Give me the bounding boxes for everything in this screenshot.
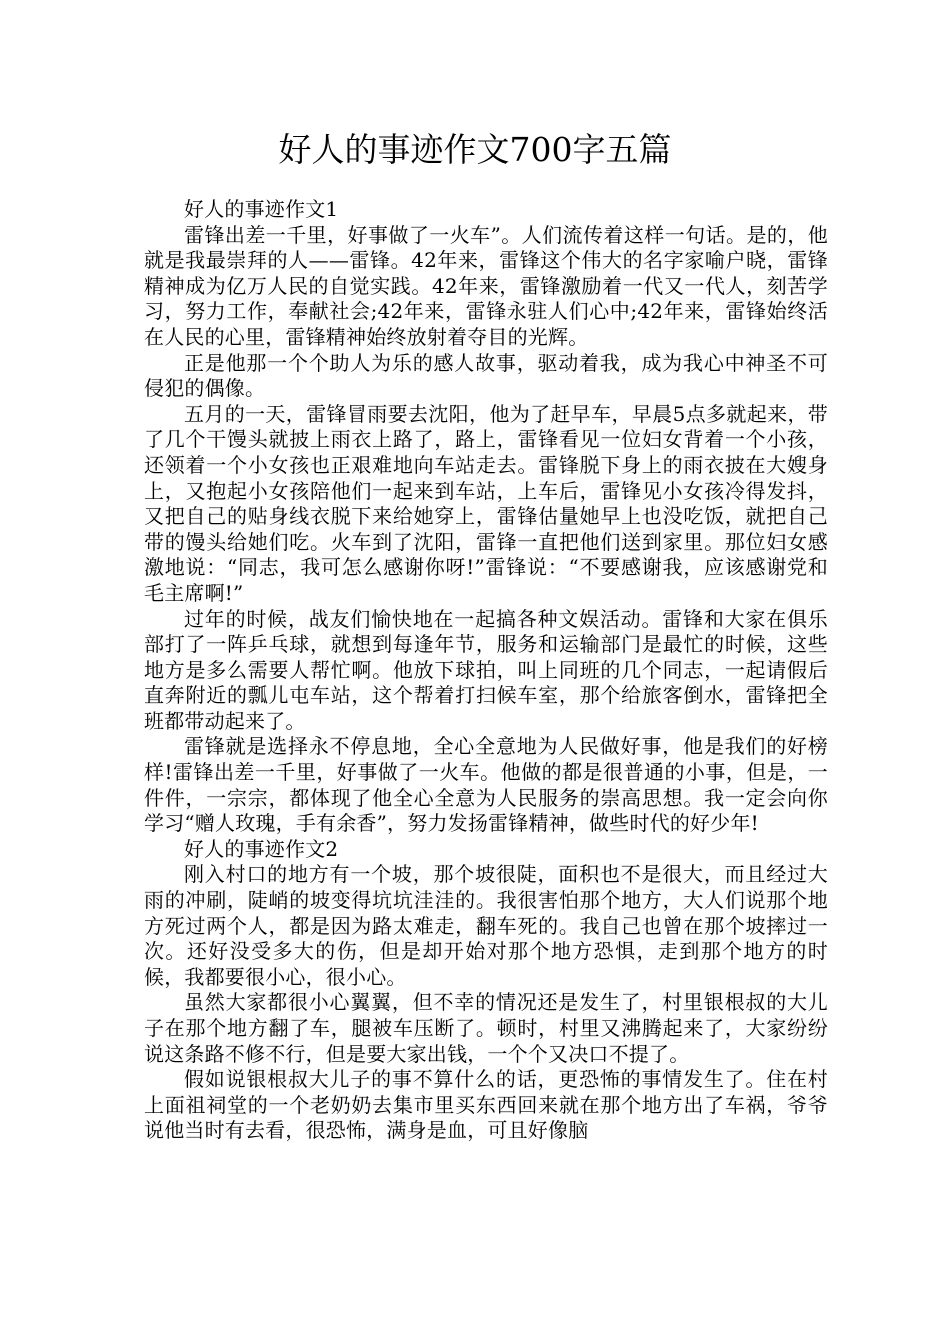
section-heading-1: 好人的事迹作文1 — [184, 197, 339, 221]
paragraph: 雷锋就是选择永不停息地，全心全意地为人民做好事，他是我们的好榜样!雷锋出差一千里，好事做了一火车。他做的都是很普通的小事，但是，一件件，一宗宗，都体现了他全心全意为人民服务的崇高思想。我一定会向你学习“赠人玫瑰，手有余香”，努力发扬雷锋精神，做些时代的好少年! — [144, 734, 828, 836]
section-heading-2: 好人的事迹作文2 — [184, 836, 339, 861]
paragraph: 过年的时候，战友们愉快地在一起搞各种文娱活动。雷锋和大家在俱乐部打了一阵乒乓球，就想到每逢年节，服务和运输部门是最忙的时候，这些地方是多么需要人帮忙啊。他放下球拍，叫上同班的几个同志，一起请假后直奔附近的瓢儿屯车站，这个帮着打扫候车室，那个给旅客倒水，雷锋把全班都带动起来了。 — [144, 606, 828, 733]
paragraph: 虽然大家都很小心翼翼，但不幸的情况还是发生了，村里银根叔的大儿子在那个地方翻了车，腿被车压断了。顿时，村里又沸腾起来了，大家纷纷说这条路不修不行，但是要大家出钱，一个个又决口不提了。 — [144, 990, 828, 1066]
document-title: 好人的事迹作文700字五篇 — [278, 130, 672, 169]
paragraph: 雷锋出差一千里，好事做了一火车”。人们流传着这样一句话。是的，他就是我最崇拜的人——雷锋。42年来，雷锋这个伟大的名字家喻户晓，雷锋精神成为亿万人民的自觉实践。42年来，雷锋激励着一代又一代人，刻苦学习，努力工作，奉献社会;42年来，雷锋永驻人们心中;42年来，雷锋始终活在人民的心里，雷锋精神始终放射着夺目的光辉。 — [144, 222, 828, 349]
document-body — [144, 197, 828, 1144]
paragraph: 刚入村口的地方有一个坡，那个坡很陡，面积也不是很大，而且经过大雨的冲刷，陡峭的坡变得坑坑洼洼的。我很害怕那个地方，大人们说那个地方死过两个人，都是因为路太难走，翻车死的。我自己也曾在那个坡摔过一次。还好没受多大的伤，但是却开始对那个地方恐惧，走到那个地方的时候，我都要很小心，很小心。 — [144, 862, 828, 989]
paragraph: 五月的一天，雷锋冒雨要去沈阳，他为了赶早车，早晨5点多就起来，带了几个干馒头就披上雨衣上路了，路上，雷锋看见一位妇女背着一个小孩，还领着一个小女孩也正艰难地向车站走去。雷锋脱下身上的雨衣披在大嫂身上，又抱起小女孩陪他们一起来到车站，上车后，雷锋见小女孩冷得发抖，又把自己的贴身线衣脱下来给她穿上，雷锋估量她早上也没吃饭，就把自己带的馒头给她们吃。火车到了沈阳，雷锋一直把他们送到家里。那位妇女感激地说：“同志，我可怎么感谢你呀!”雷锋说：“不要感谢我，应该感谢党和毛主席啊!” — [144, 401, 828, 605]
paragraph: 正是他那一个个助人为乐的感人故事，驱动着我，成为我心中神圣不可侵犯的偶像。 — [144, 350, 828, 401]
paragraph: 假如说银根叔大儿子的事不算什么的话，更恐怖的事情发生了。住在村上面祖祠堂的一个老奶奶去集市里买东西回来就在那个地方出了车祸，爷爷说他当时有去看，很恐怖，满身是血，可且好像脑 — [144, 1067, 828, 1143]
